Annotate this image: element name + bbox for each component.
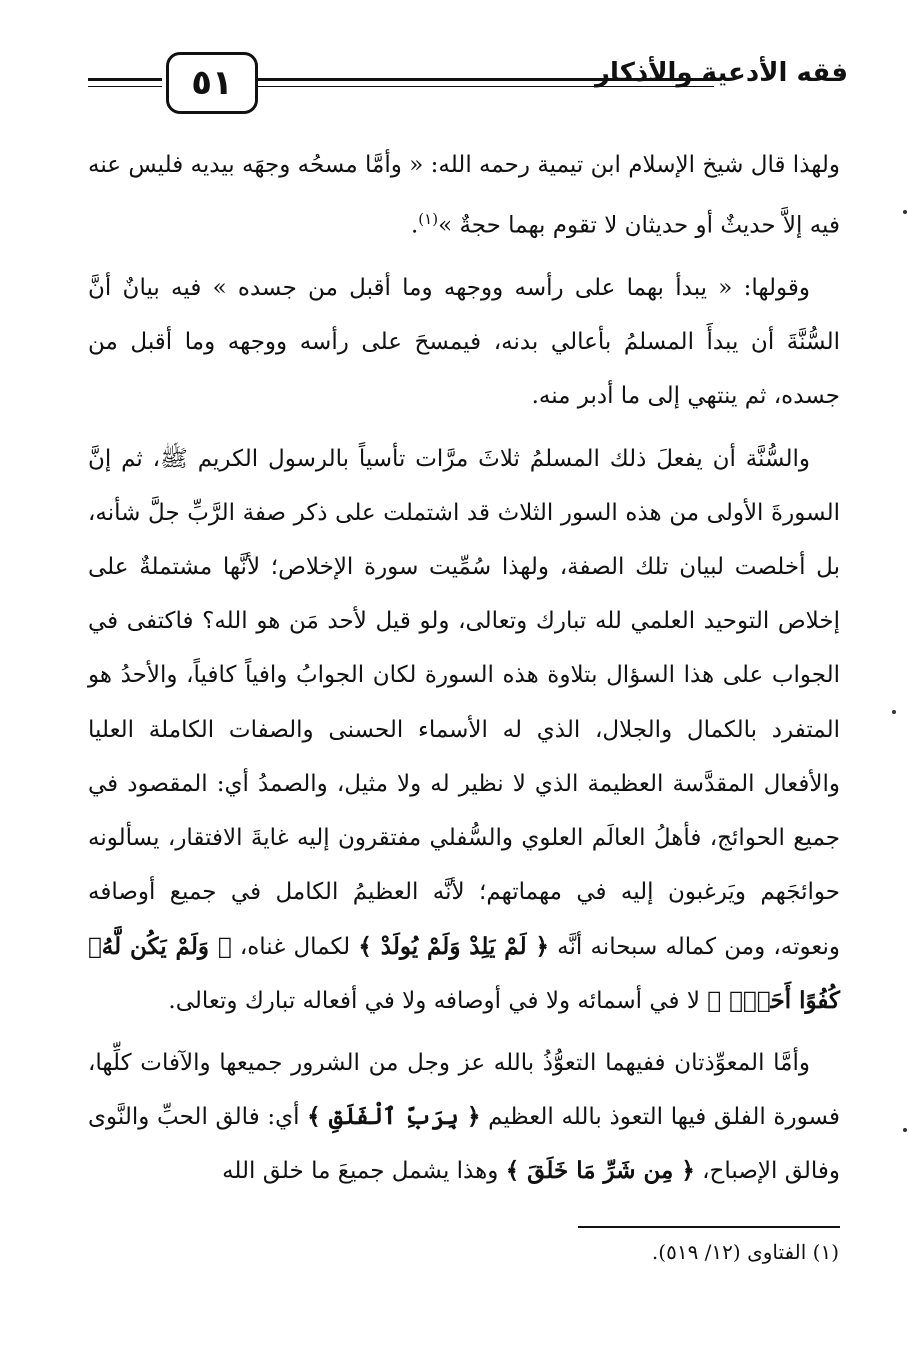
quran-verse: ﴿ مِن شَرِّ مَا خَلَقَ ﴾ bbox=[505, 1157, 695, 1185]
text-segment: وقولها: « يبدأ بهما على رأسه ووجهه وما أقبل من جسده » فيه بيانٌ أنَّ السُّنَّةَ أن يبدأَ المسلمُ بأعالي بدنه، فيمسحَ على رأسه ووجهه وما أقبل من جسده، ثم ينتهي إلى ما أدبر منه. bbox=[88, 275, 840, 410]
paragraph-p1 bbox=[88, 138, 840, 253]
footnote-divider bbox=[578, 1226, 840, 1228]
text-segment: والسُّنَّة أن يفعلَ ذلك المسلمُ ثلاثَ مرَّات تأسياً بالرسول الكريم ﷺ، ثم إنَّ السورةَ الأولى من هذه السور الثلاث قد اشتملت على ذكر صفة الرَّبِّ جلَّ شأنه، بل أخلصت لبيان تلك الصفة، ولهذا سُمِّيت سورة الإخلاص؛ لأنَّها مشتملةٌ على إخلاص التوحيد العلمي لله تبارك وتعالى، ولو قيل لأحد مَن هو الله؟ فاكتفى في الجواب على هذا السؤال بتلاوة هذه السورة لكان الجوابُ وافياً كافياً، والأحدُ هو المتفرد بالكمال والجلال، الذي له الأسماء الحسنى والصفات الكاملة العليا والأفعال المقدَّسة العظيمة الذي لا نظير له ولا مثيل، والصمدُ أي: المقصود في جميع الحوائج، فأهلُ العالَم العلوي والسُّفلي مفتقرون إليه غايةَ الافتقار، يسألونه حوائجَهم ويَرغبون إليه في مهماتهم؛ لأنَّه العظيمُ الكامل في جميع أوصافه ونعوته، ومن كماله سبحانه أنَّه bbox=[88, 445, 841, 960]
quran-verse: ﴿ وَلَمْ يَكُن لَّهُۥ كُفُوًا أَحَدٌۢ ﴾ bbox=[88, 932, 840, 1014]
book-title: فقه الأدعية والأذكار bbox=[595, 58, 848, 88]
text-segment: . bbox=[410, 212, 419, 239]
text-segment: لا في أسمائه ولا في أوصافه ولا في أفعاله تبارك وتعالى. bbox=[168, 987, 708, 1014]
paragraph-p3 bbox=[88, 432, 840, 1028]
scan-mark bbox=[903, 1128, 907, 1132]
footnote-reference: (١) bbox=[418, 210, 439, 229]
paragraph-p4 bbox=[88, 1036, 840, 1199]
page-header bbox=[88, 48, 848, 118]
quran-verse: ﴿ لَمْ يَلِدْ وَلَمْ يُولَدْ ﴾ bbox=[358, 932, 549, 960]
footnote: (١) الفتاوى (١٢/ ٥١٩). bbox=[651, 1240, 839, 1264]
text-segment: أي: فالق الحبِّ والنَّوى وفالق الإصباح، bbox=[88, 1104, 840, 1185]
scan-mark bbox=[892, 710, 896, 714]
text-segment: وهذا يشمل جميعَ ما خلق الله bbox=[222, 1158, 506, 1185]
body-text bbox=[88, 138, 840, 1199]
header-rule-left bbox=[88, 78, 162, 87]
quran-verse: ﴿ بِرَبِّ ٱلْفَلَقِ ﴾ bbox=[307, 1103, 481, 1131]
text-segment: وأمَّا المعوِّذتان ففيهما التعوُّذُ بالله عز وجل من الشرور جميعها والآفات كلِّها، فسورة الفلق فيها التعوذ بالله العظيم bbox=[88, 1049, 840, 1131]
scan-mark bbox=[903, 210, 907, 214]
page-number: ٥١ bbox=[166, 52, 258, 114]
paragraph-p2 bbox=[88, 261, 840, 424]
text-segment: ولهذا قال شيخ الإسلام ابن تيمية رحمه الله: « وأمَّا مسحُه وجهَه بيديه فليس عنه فيه إلاَّ حديثٌ أو حديثان لا تقوم بهما حجةٌ » bbox=[88, 152, 840, 239]
text-segment: لكمال غناه، bbox=[231, 933, 359, 960]
